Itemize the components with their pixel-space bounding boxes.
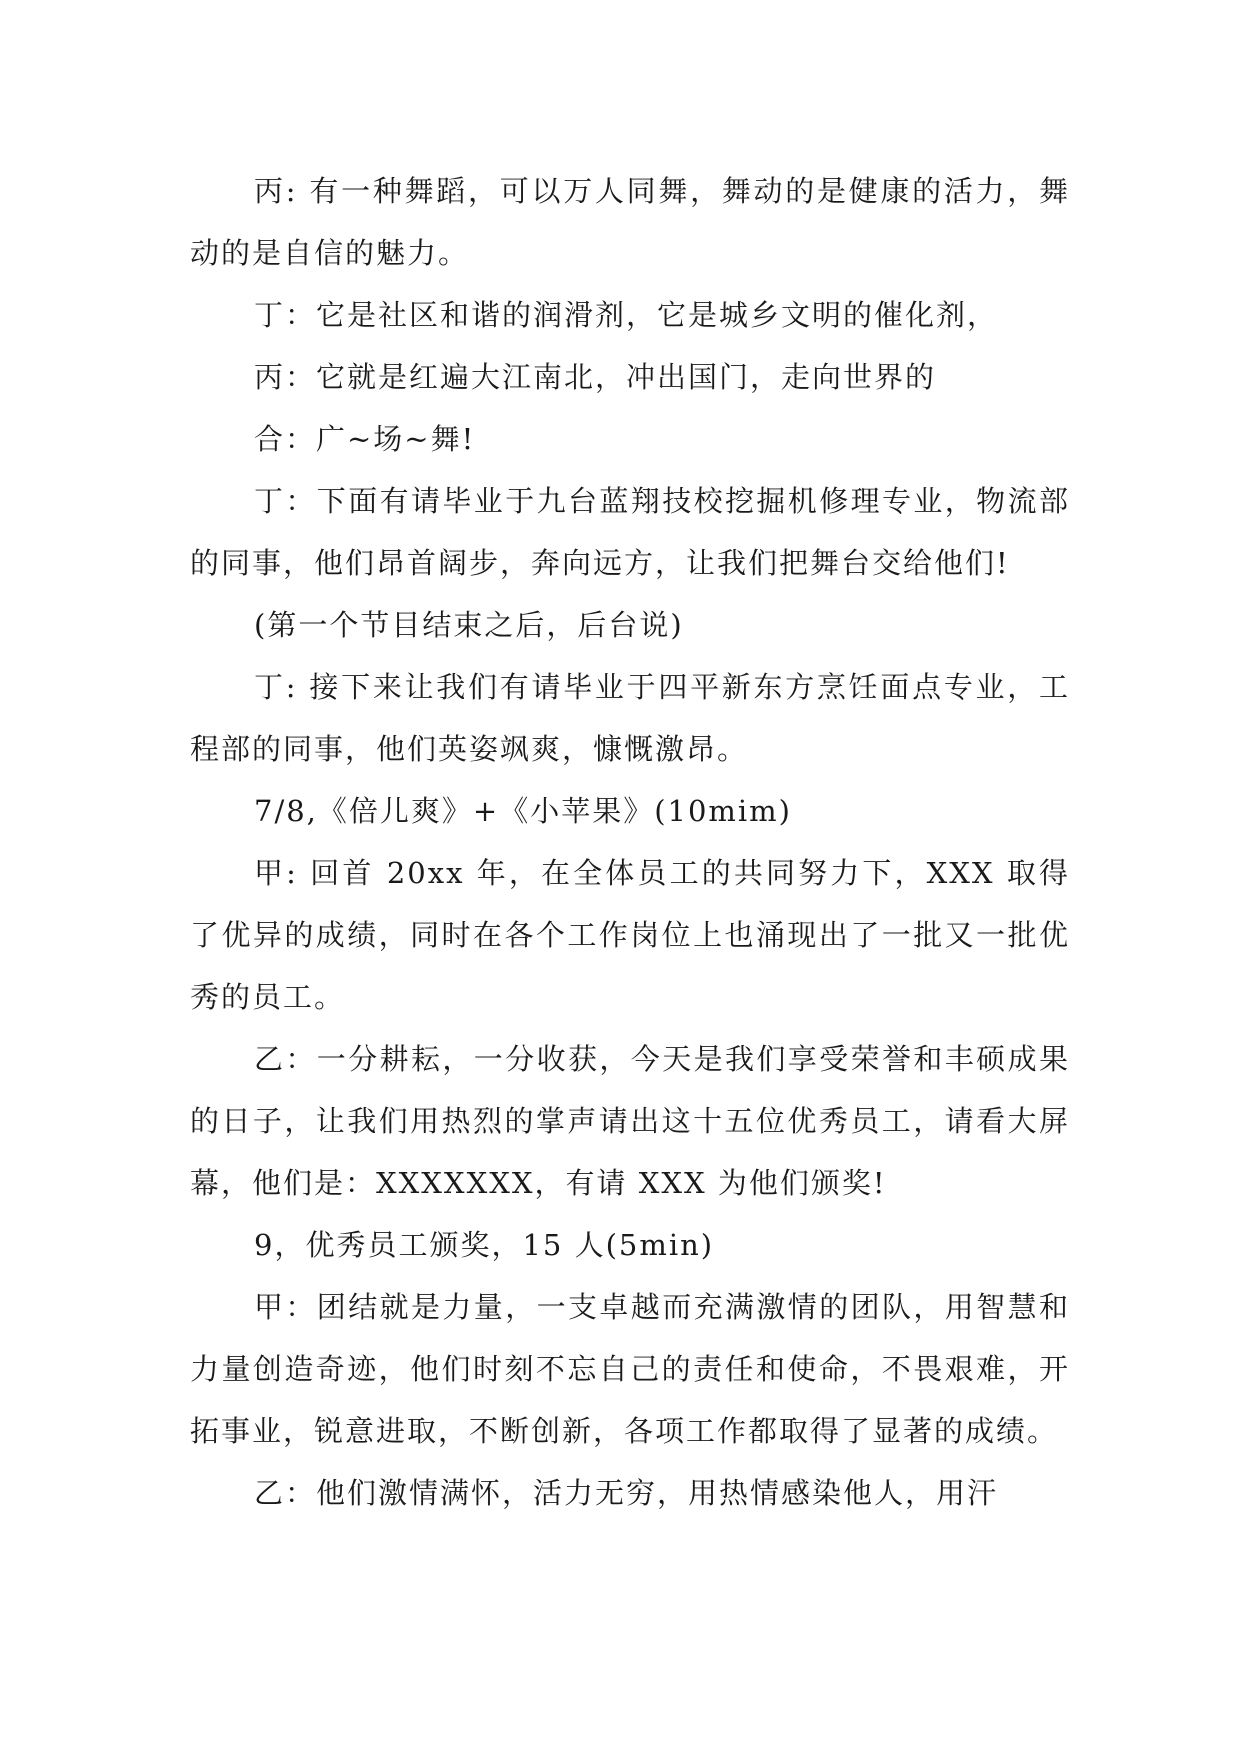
paragraph-11: 9，优秀员工颁奖，15 人(5min) bbox=[254, 1228, 715, 1262]
paragraph-2: 丁：它是社区和谐的润滑剂，它是城乡文明的催化剂， bbox=[254, 298, 999, 332]
paragraph-6: (第一个节目结束之后，后台说) bbox=[254, 608, 684, 642]
paragraph-5: 丁：下面有请毕业于九台蓝翔技校挖掘机修理专业，物流部的同事，他们昂首阔步，奔向远方，让我们把舞台交给他们! bbox=[190, 484, 1070, 580]
document-body bbox=[190, 160, 1070, 1524]
paragraph-8: 7/8,《倍儿爽》+《小苹果》(10mim) bbox=[254, 794, 792, 828]
paragraph-1: 丙: 有一种舞蹈，可以万人同舞，舞动的是健康的活力，舞动的是自信的魅力。 bbox=[190, 174, 1070, 270]
paragraph-13: 乙：他们激情满怀，活力无穷，用热情感染他人，用汗 bbox=[254, 1476, 999, 1510]
paragraph-12: 甲：团结就是力量，一支卓越而充满激情的团队，用智慧和力量创造奇迹，他们时刻不忘自己的责任和使命，不畏艰难，开拓事业，锐意进取，不断创新，各项工作都取得了显著的成绩。 bbox=[190, 1290, 1070, 1448]
paragraph-3: 丙：它就是红遍大江南北，冲出国门，走向世界的 bbox=[254, 360, 937, 394]
paragraph-4: 合：广~场~舞! bbox=[254, 422, 476, 456]
paragraph-10: 乙：一分耕耘，一分收获，今天是我们享受荣誉和丰硕成果的日子，让我们用热烈的掌声请出这十五位优秀员工，请看大屏幕，他们是：XXXXXXX，有请 XXX 为他们颁奖! bbox=[190, 1042, 1070, 1200]
paragraph-9: 甲: 回首 20xx 年，在全体员工的共同努力下，XXX 取得了优异的成绩，同时在各个工作岗位上也涌现出了一批又一批优秀的员工。 bbox=[190, 856, 1070, 1014]
paragraph-7: 丁: 接下来让我们有请毕业于四平新东方烹饪面点专业，工程部的同事，他们英姿飒爽，慷慨激昂。 bbox=[190, 670, 1070, 766]
